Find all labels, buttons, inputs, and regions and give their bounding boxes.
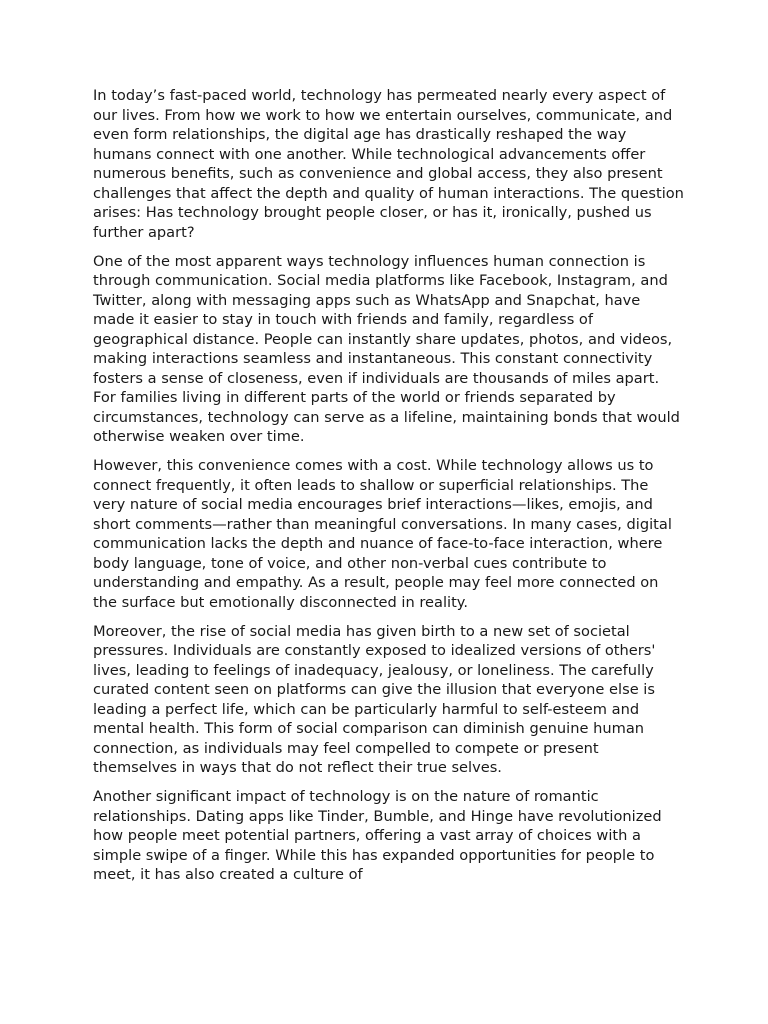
- paragraph-communication: One of the most apparent ways technology influences human connection is through communication. Social media platforms like Facebook, Instagram, and Twitter, along with messaging apps such as WhatsApp and Snapchat, have made it easier to stay in touch with friends and family, regardless of geographical distance. People can instantly share updates, photos, and videos, making interactions seamless and instantaneous. This constant connectivity fosters a sense of closeness, even if individuals are thousands of miles apart. For families living in different parts of the world or friends separated by circumstances, technology can serve as a lifeline, maintaining bonds that would otherwise weaken over time.: [93, 252, 680, 445]
- paragraph-societal-pressures: Moreover, the rise of social media has given birth to a new set of societal pressures. Individuals are constantly exposed to idealized versions of others' lives, leading to feelings of inadequacy, jealousy, or loneliness. The carefully curated content seen on platforms can give the illusion that everyone else is leading a perfect life, which can be particularly harmful to self-esteem and mental health. This form of social comparison can diminish genuine human connection, as individuals may feel compelled to compete or present themselves in ways that do not reflect their true selves.: [93, 622, 656, 776]
- paragraph-intro: In today’s fast-paced world, technology has permeated nearly every aspect of our lives. From how we work to how we entertain ourselves, communicate, and even form relationships, the digital age has drastically reshaped the way humans connect with one another. While technological advancements offer numerous benefits, such as convenience and global access, they also present challenges that affect the depth and quality of human interactions. The question arises: Has technology brought people closer, or has it, ironically, pushed us further apart?: [93, 87, 684, 241]
- paragraph-cost: However, this convenience comes with a cost. While technology allows us to connect frequently, it often leads to shallow or superficial relationships. The very nature of social media encourages brief interactions—likes, emojis, and short comments—rather than meaningful conversations. In many cases, digital communication lacks the depth and nuance of face-to-face interaction, where body language, tone of voice, and other non-verbal cues contribute to understanding and empathy. As a result, people may feel more connected on the surface but emotionally disconnected in reality.: [93, 457, 672, 611]
- paragraph-romantic-relationships: Another significant impact of technology is on the nature of romantic relationships. Dating apps like Tinder, Bumble, and Hinge have revolutionized how people meet potential partners, offering a vast array of choices with a simple swipe of a finger. While this has expanded opportunities for people to meet, it has also created a culture of: [93, 788, 662, 883]
- document-page: [93, 86, 685, 894]
